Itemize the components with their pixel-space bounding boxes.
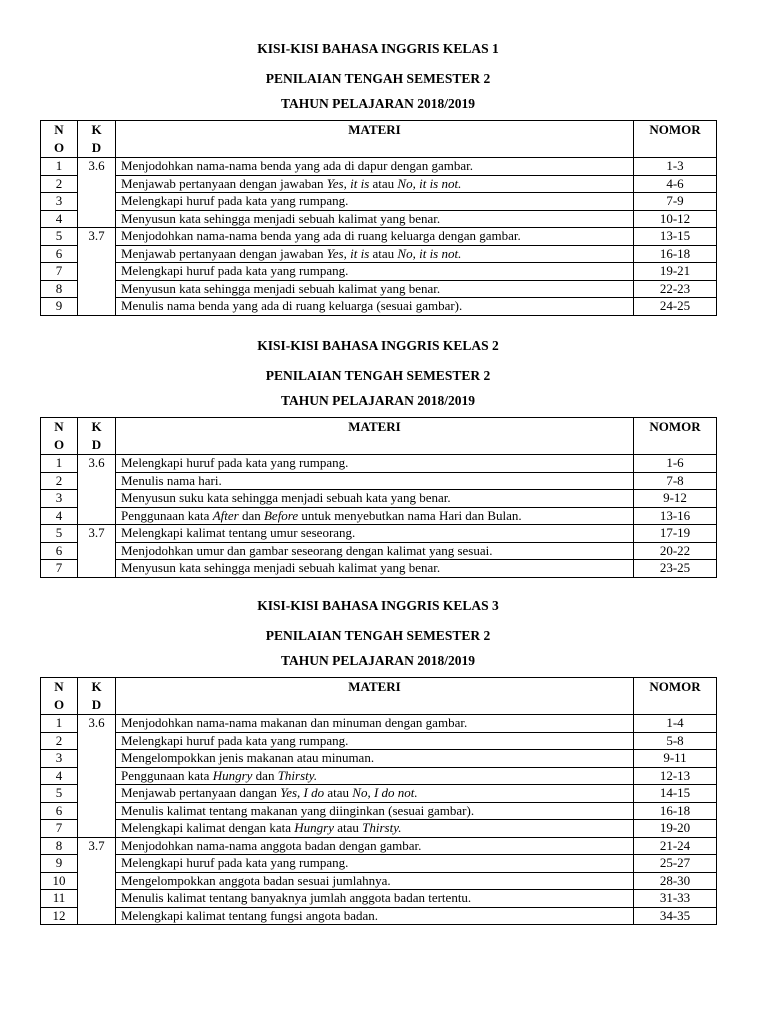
column-header-no [41, 121, 78, 158]
question-numbers: 22-23 [634, 280, 717, 298]
table-row [41, 280, 717, 298]
column-header-nomor: NOMOR [634, 678, 717, 715]
question-numbers: 5-8 [634, 732, 717, 750]
row-number: 1 [41, 158, 78, 176]
materi-text [116, 890, 634, 908]
table-row [41, 907, 717, 925]
column-header-nomor: NOMOR [634, 121, 717, 158]
table-row [41, 715, 717, 733]
materi-text [116, 472, 634, 490]
materi-italic-text: Thirsty. [277, 767, 318, 783]
header-no-line-2: O [53, 697, 65, 712]
materi-text-part: Menulis nama benda yang ada di ruang keluarga (sesuai gambar). [121, 298, 463, 313]
header-no-line-1: N [54, 679, 64, 694]
materi-italic-text: Yes, I do [280, 785, 325, 800]
materi-italic-text: No, it is not. [397, 175, 462, 191]
table-row [41, 298, 717, 316]
question-numbers: 7-8 [634, 472, 717, 490]
question-numbers: 19-21 [634, 263, 717, 281]
materi-text-part: Melengkapi huruf pada kata yang rumpang. [121, 455, 349, 470]
table-row [41, 158, 717, 176]
materi-text-part: Menjodohkan nama-nama benda yang ada di ruang keluarga dengan gambar. [121, 228, 521, 243]
header-kd-line-1: K [91, 679, 102, 694]
question-numbers: 16-18 [634, 802, 717, 820]
materi-text-part: Melengkapi kalimat tentang umur seseorang. [121, 525, 356, 540]
academic-year: TAHUN PELAJARAN 2018/2019 [280, 95, 475, 111]
materi-text-part: Menyusun kata sehingga menjadi sebuah kalimat yang benar. [121, 560, 441, 575]
table-row [41, 890, 717, 908]
materi-text [116, 158, 634, 176]
materi-text [116, 715, 634, 733]
table-row [41, 560, 717, 578]
row-number: 9 [41, 298, 78, 316]
materi-text [116, 837, 634, 855]
materi-italic-text: After [212, 507, 239, 523]
header-kd-line-1: K [91, 419, 102, 434]
materi-italic-text: No, it is not. [397, 245, 462, 261]
row-number: 4 [41, 507, 78, 525]
row-number: 4 [41, 210, 78, 228]
row-number: 6 [41, 802, 78, 820]
header-kd-line-2: D [91, 140, 102, 155]
row-number: 9 [41, 855, 78, 873]
table-row [41, 525, 717, 543]
materi-text [116, 767, 634, 785]
materi-text-part: Menjodohkan nama-nama anggota badan dengan gambar. [121, 837, 422, 853]
question-numbers: 25-27 [634, 855, 717, 873]
table-row [41, 472, 717, 490]
column-header-materi: MATERI [116, 121, 634, 158]
row-number: 7 [41, 820, 78, 838]
materi-text-part: Menulis kalimat tentang makanan yang diinginkan (sesuai gambar). [121, 802, 475, 818]
materi-text [116, 193, 634, 211]
materi-text [116, 455, 634, 473]
materi-italic-text: Hungry [294, 820, 334, 835]
table-row [41, 732, 717, 750]
materi-text [116, 855, 634, 873]
materi-text-part: Melengkapi huruf pada kata yang rumpang. [121, 263, 349, 278]
table-row [41, 837, 717, 855]
assessment-title: PENILAIAN TENGAH SEMESTER 2 [265, 71, 491, 86]
materi-text [116, 175, 634, 193]
materi-text [116, 802, 634, 820]
row-number: 12 [41, 907, 78, 925]
materi-text-part: Menyusun kata sehingga menjadi sebuah kalimat yang benar. [121, 210, 441, 226]
question-numbers: 13-16 [634, 507, 717, 525]
column-header-no [41, 418, 78, 455]
materi-text [116, 732, 634, 750]
materi-text [116, 490, 634, 508]
section-kelas-2 [40, 337, 716, 578]
materi-text-part: untuk menyebutkan nama Hari dan Bulan. [298, 507, 522, 523]
materi-text [116, 245, 634, 263]
kd-code: 3.7 [78, 228, 116, 316]
row-number: 5 [41, 785, 78, 803]
column-header-materi: MATERI [116, 418, 634, 455]
materi-text-part: dan [238, 507, 264, 523]
row-number: 8 [41, 280, 78, 298]
materi-italic-text: Yes, it is [326, 245, 370, 261]
materi-text-part: Menyusun kata sehingga menjadi sebuah kalimat yang benar. [121, 280, 441, 296]
table-row [41, 785, 717, 803]
academic-year: TAHUN PELAJARAN 2018/2019 [280, 652, 475, 668]
question-numbers: 23-25 [634, 560, 717, 578]
materi-text-part: Penggunaan kata [121, 767, 213, 783]
question-numbers: 7-9 [634, 193, 717, 211]
column-header-nomor: NOMOR [634, 418, 717, 455]
kisi-kisi-table [40, 120, 717, 316]
row-number: 7 [41, 560, 78, 578]
row-number: 7 [41, 263, 78, 281]
header-kd-line-2: D [91, 697, 102, 712]
row-number: 3 [41, 490, 78, 508]
table-row [41, 872, 717, 890]
row-number: 10 [41, 872, 78, 890]
table-row [41, 820, 717, 838]
materi-text [116, 298, 634, 316]
materi-text-part: Melengkapi kalimat tentang fungsi angota badan. [121, 907, 379, 923]
row-number: 3 [41, 750, 78, 768]
kd-code: 3.6 [78, 158, 116, 228]
materi-text-part: Melengkapi huruf pada kata yang rumpang. [121, 193, 349, 208]
header-no-line-1: N [54, 419, 64, 434]
table-row [41, 455, 717, 473]
materi-text [116, 542, 634, 560]
materi-text-part: Menyusun suku kata sehingga menjadi sebuah kata yang benar. [121, 490, 451, 505]
row-number: 6 [41, 542, 78, 560]
materi-text-part: atau [334, 820, 363, 835]
materi-text [116, 210, 634, 228]
row-number: 1 [41, 715, 78, 733]
question-numbers: 1-6 [634, 455, 717, 473]
question-numbers: 13-15 [634, 228, 717, 246]
question-numbers: 1-3 [634, 158, 717, 176]
document-title: KISI-KISI BAHASA INGGRIS KELAS 1 [257, 41, 499, 56]
materi-text-part: Penggunaan kata [121, 507, 213, 523]
row-number: 1 [41, 455, 78, 473]
question-numbers: 14-15 [634, 785, 717, 803]
question-numbers: 9-12 [634, 490, 717, 508]
question-numbers: 20-22 [634, 542, 717, 560]
materi-text-part: atau [369, 245, 398, 261]
column-header-kd [78, 678, 116, 715]
materi-text [116, 280, 634, 298]
materi-text [116, 263, 634, 281]
table-row [41, 802, 717, 820]
materi-text-part: Menjodohkan nama-nama makanan dan minuman dengan gambar. [121, 715, 468, 730]
question-numbers: 19-20 [634, 820, 717, 838]
question-numbers: 31-33 [634, 890, 717, 908]
materi-text [116, 525, 634, 543]
table-row [41, 507, 717, 525]
header-no-line-1: N [54, 122, 64, 137]
table-row [41, 210, 717, 228]
materi-text-part: atau [369, 175, 398, 191]
question-numbers: 17-19 [634, 525, 717, 543]
section-kelas-3 [40, 597, 716, 925]
materi-text [116, 507, 634, 525]
column-header-no [41, 678, 78, 715]
materi-italic-text: No, I do not. [352, 785, 418, 800]
materi-text-part: Menulis kalimat tentang banyaknya jumlah anggota badan tertentu. [121, 890, 472, 905]
materi-text-part: Menjawab pertanyaan dangan [121, 785, 281, 800]
table-row [41, 175, 717, 193]
table-row [41, 263, 717, 281]
table-row [41, 245, 717, 263]
document-title: KISI-KISI BAHASA INGGRIS KELAS 3 [257, 598, 499, 613]
row-number: 5 [41, 228, 78, 246]
table-row [41, 490, 717, 508]
header-kd-line-2: D [91, 437, 102, 452]
kd-code: 3.7 [78, 837, 116, 925]
assessment-title: PENILAIAN TENGAH SEMESTER 2 [265, 368, 491, 383]
row-number: 8 [41, 837, 78, 855]
materi-text-part: Menulis nama hari. [121, 472, 222, 488]
materi-text-part: Menjawab pertanyaan dengan jawaban [121, 175, 327, 191]
row-number: 4 [41, 767, 78, 785]
kisi-kisi-table [40, 417, 717, 578]
column-header-kd [78, 418, 116, 455]
row-number: 2 [41, 175, 78, 193]
table-header-row [41, 678, 717, 715]
materi-text-part: Menjodohkan umur dan gambar seseorang dengan kalimat yang sesuai. [121, 542, 493, 558]
column-header-materi: MATERI [116, 678, 634, 715]
table-row [41, 750, 717, 768]
row-number: 5 [41, 525, 78, 543]
kd-code: 3.6 [78, 455, 116, 525]
row-number: 2 [41, 732, 78, 750]
document-title: KISI-KISI BAHASA INGGRIS KELAS 2 [257, 338, 499, 353]
materi-text [116, 785, 634, 803]
section-kelas-1 [40, 40, 716, 316]
materi-text-part: Menjawab pertanyaan dengan jawaban [121, 245, 327, 261]
materi-text [116, 872, 634, 890]
materi-text-part: Menjodohkan nama-nama benda yang ada di dapur dengan gambar. [121, 158, 473, 173]
question-numbers: 1-4 [634, 715, 717, 733]
question-numbers: 12-13 [634, 767, 717, 785]
materi-italic-text: Before [263, 507, 299, 523]
materi-text [116, 907, 634, 925]
row-number: 11 [41, 890, 78, 908]
header-no-line-2: O [53, 437, 65, 452]
question-numbers: 10-12 [634, 210, 717, 228]
materi-text-part: Melengkapi huruf pada kata yang rumpang. [121, 732, 349, 748]
question-numbers: 9-11 [634, 750, 717, 768]
materi-text-part: Melengkapi kalimat dengan kata [121, 820, 295, 835]
materi-text [116, 820, 634, 838]
academic-year: TAHUN PELAJARAN 2018/2019 [280, 392, 475, 408]
kd-code: 3.6 [78, 715, 116, 838]
materi-text [116, 750, 634, 768]
question-numbers: 16-18 [634, 245, 717, 263]
kd-code: 3.7 [78, 525, 116, 578]
table-row [41, 767, 717, 785]
materi-text [116, 228, 634, 246]
materi-text-part: atau [324, 785, 353, 800]
table-header-row [41, 418, 717, 455]
table-row [41, 193, 717, 211]
row-number: 6 [41, 245, 78, 263]
assessment-title: PENILAIAN TENGAH SEMESTER 2 [265, 628, 491, 643]
materi-text-part: Mengelompokkan jenis makanan atau minuman. [121, 750, 375, 765]
kisi-kisi-table [40, 677, 717, 925]
question-numbers: 21-24 [634, 837, 717, 855]
table-header-row [41, 121, 717, 158]
materi-text [116, 560, 634, 578]
materi-text-part: dan [252, 767, 278, 783]
header-kd-line-1: K [91, 122, 102, 137]
materi-text-part: Mengelompokkan anggota badan sesuai jumlahnya. [121, 872, 391, 888]
materi-italic-text: Thirsty. [362, 820, 402, 835]
materi-text-part: Melengkapi huruf pada kata yang rumpang. [121, 855, 349, 870]
question-numbers: 34-35 [634, 907, 717, 925]
question-numbers: 28-30 [634, 872, 717, 890]
question-numbers: 4-6 [634, 175, 717, 193]
table-row [41, 542, 717, 560]
row-number: 2 [41, 472, 78, 490]
header-no-line-2: O [53, 140, 65, 155]
materi-italic-text: Yes, it is [326, 175, 370, 191]
materi-italic-text: Hungry [212, 767, 253, 783]
table-row [41, 228, 717, 246]
column-header-kd [78, 121, 116, 158]
row-number: 3 [41, 193, 78, 211]
table-row [41, 855, 717, 873]
question-numbers: 24-25 [634, 298, 717, 316]
